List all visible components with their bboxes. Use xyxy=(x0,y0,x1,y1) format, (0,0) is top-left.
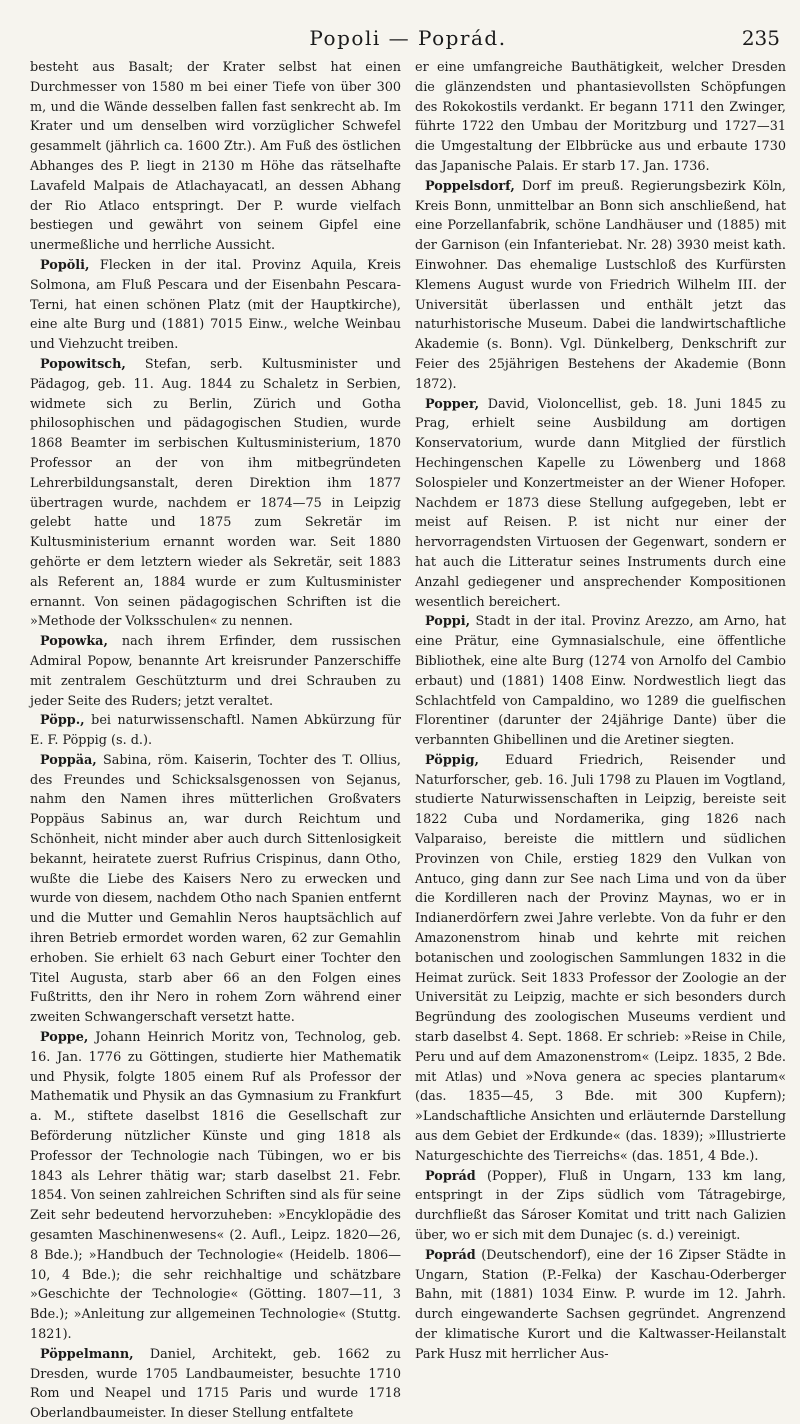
entry-text: David, Violoncellist, geb. 18. Juni 1845 zu Prag, erhielt seine Ausbildung am dortigen Konservatorium, wurde dann Mitglied der fürstlich Hechingenschen Kapelle zu Löwenberg und 1868 Solospieler und Konzertmeister an der Wiener Hofoper. Nachdem er 1873 diese Stellung aufgegeben, lebt er meist auf Reisen. P. ist nicht nur einer der hervorragendsten Virtuosen der Gegenwart, sondern er hat auch die Litteratur seines Instruments durch eine Anzahl gediegener und ansprechender Kompositionen wesentlich bereichert. xyxy=(415,396,786,610)
entry-headword: Poppi, xyxy=(425,614,471,630)
dictionary-entry xyxy=(30,632,401,711)
entry-headword: Pöpp., xyxy=(40,713,85,729)
entry-headword: Pöppelmann, xyxy=(40,1346,134,1362)
entry-headword: Popowka, xyxy=(40,634,108,650)
dictionary-entry xyxy=(415,58,786,177)
dictionary-entry xyxy=(415,751,786,1167)
text-columns xyxy=(30,58,786,1422)
dictionary-entry xyxy=(30,1028,401,1345)
entry-text: Daniel, Architekt, geb. 1662 zu Dresden, wurde 1705 Landbaumeister, besuchte 1710 Rom und Neapel und 1715 Paris und wurde 1718 Oberlandbaumeister. In dieser Stellung entfaltete xyxy=(30,1346,401,1422)
dictionary-entry xyxy=(30,1345,401,1424)
dictionary-entry xyxy=(30,256,401,355)
entry-text: Sabina, röm. Kaiserin, Tochter des T. Ollius, des Freundes und Schicksalsgenossen von Sejanus, nahm den Namen ihres mütterlichen Großvaters Poppäus Sabinus an, war durch Reichtum und Schönheit, nicht minder aber auch durch Sittenlosigkeit bekannt, heiratete zuerst Rufrius Crispinus, dann Otho, wußte die Liebe des Kaisers Nero zu erwecken und wurde von diesem, nachdem Otho nach Spanien entfernt und die Mutter und Gemahlin Neros hauptsächlich auf ihren Betrieb ermordet worden waren, 62 zur Gemahlin erhoben. Sie erhielt 63 nach Geburt einer Tochter den Titel Augusta, starb aber 66 an den Folgen eines Fußtritts, den ihr Nero in rohem Zorn während einer zweiten Schwangerschaft versetzt hatte. xyxy=(30,752,401,1026)
entry-text: (Deutschendorf), eine der 16 Zipser Städte in Ungarn, Station (P.-Felka) der Kaschau-Oderberger Bahn, mit (1881) 1034 Einw. P. wurde im 12. Jahrh. durch eingewanderte Sachsen gegründet. Angrenzend der klimatische Kurort und die Kaltwasser-Heilanstalt Park Husz mit herrlicher Aus- xyxy=(415,1247,786,1362)
column-divider xyxy=(408,58,409,1263)
entry-text: Dorf im preuß. Regierungsbezirk Köln, Kreis Bonn, unmittelbar an Bonn sich anschließend, hat eine Porzellanfabrik, schöne Landhäuser und (1885) mit der Garnison (ein Infanteriebat. Nr. 28) 3930 meist kath. Einwohner. Das ehemalige Lustschloß des Kurfürsten Klemens August wurde von Friedrich Wilhelm III. der Universität überlassen und enthält jetzt das naturhistorische Museum. Dabei die landwirtschaftliche Akademie (s. Bonn). Vgl. Dünkelberg, Denkschrift zur Feier des 25jährigen Bestehens der Akademie (Bonn 1872). xyxy=(415,178,786,392)
entry-headword: Poppäa, xyxy=(40,752,97,768)
dictionary-entry xyxy=(30,751,401,1028)
dictionary-entry xyxy=(415,612,786,751)
entry-headword: Poppe, xyxy=(40,1030,89,1046)
entry-headword: Pöppig, xyxy=(425,752,479,768)
page-header xyxy=(30,0,786,58)
right-column xyxy=(415,58,786,1362)
dictionary-entry xyxy=(415,177,786,395)
left-column xyxy=(30,58,401,1422)
entry-headword: Popŏli, xyxy=(40,257,90,273)
entry-text: nach ihrem Erfinder, dem russischen Admiral Popow, benannte Art kreisrunder Panzerschiffe mit zentralem Geschützturm und drei Schrauben zu jeder Seite des Ruders; jetzt veraltet. xyxy=(30,634,401,709)
entry-text: er eine umfangreiche Bauthätigkeit, welcher Dresden die glänzendsten und phantasievollsten Schöpfungen des Rokokostils verdankt. Er begann 1711 den Zwinger, führte 1722 den Umbau der Moritzburg und 1727—31 die Umgestaltung der Elbbrücke aus und erbaute 1730 das Japanische Palais. Er starb 17. Jan. 1736. xyxy=(415,60,786,174)
dictionary-entry xyxy=(415,1246,786,1365)
entry-text: besteht aus Basalt; der Krater selbst hat einen Durchmesser von 1580 m bei einer Tiefe von über 300 m, und die Wände desselben fallen fast senkrecht ab. Im Krater und um denselben wird vorzüglicher Schwefel gesammelt (jährlich ca. 1600 Ztr.). Am Fuß des östlichen Abhanges des P. liegt in 2130 m Höhe das rätselhafte Lavafeld Malpais de Atlachayacatl, an dessen Abhang der Rio Atlaco entspringt. Der P. wurde vielfach bestiegen und gewährt von seinem Gipfel eine unermeßliche und herrliche Aussicht. xyxy=(30,60,401,254)
entry-text: Stadt in der ital. Provinz Arezzo, am Arno, hat eine Prätur, eine Gymnasialschule, eine öffentliche Bibliothek, eine alte Burg (1274 von Arnolfo del Cambio erbaut) und (1881) 1408 Einw. Nordwestlich liegt das Schlachtfeld von Campaldino, wo 1289 die guelfischen Florentiner (darunter der 24jährige Dante) über die verbannten Ghibellinen und die Aretiner siegten. xyxy=(415,614,786,749)
entry-text: (Popper), Fluß in Ungarn, 133 km lang, entspringt in der Zips südlich vom Tátragebirge, durchfließt das Sároser Komitat und tritt nach Galizien über, wo er sich mit dem Dunajec (s. d.) vereinigt. xyxy=(415,1168,786,1244)
entry-text: bei naturwissenschaftl. Namen Abkürzung für E. F. Pöppig (s. d.). xyxy=(30,713,401,749)
dictionary-entry xyxy=(415,395,786,613)
entry-headword: Poppelsdorf, xyxy=(425,178,515,194)
dictionary-entry xyxy=(30,58,401,256)
entry-text: Eduard Friedrich, Reisender und Naturforscher, geb. 16. Juli 1798 zu Plauen im Vogtland, studierte Naturwissenschaften in Leipzig, bereiste seit 1822 Cuba und Nordamerika, ging 1826 nach Valparaiso, bereiste die mittlern und südlichen Provinzen von Chile, erstieg 1829 den Vulkan von Antuco, ging dann zur See nach Lima und von da über die Kordilleren nach der Provinz Maynas, wo er in Indianerdörfern zwei Jahre verlebte. Von da fuhr er den Amazonenstrom hinab und kehrte mit reichen botanischen und zoologischen Sammlungen 1832 in die Heimat zurück. Seit 1833 Professor der Zoologie an der Universität zu Leipzig, machte er sich besonders durch Begründung des zoologischen Museums verdient und starb daselbst 4. Sept. 1868. Er schrieb: »Reise in Chile, Peru und auf dem Amazonenstrom« (Leipz. 1835, 2 Bde. mit Atlas) und »Nova genera ac species plantarum« (das. 1835—45, 3 Bde. mit 300 Kupfern); »Landschaftliche Ansichten und erläuternde Darstellung aus dem Gebiet der Erdkunde« (das. 1839); »Illustrierte Naturgeschichte des Tierreichs« (das. 1851, 4 Bde.). xyxy=(415,752,786,1164)
running-head: Popoli — Poprád. xyxy=(309,26,507,50)
dictionary-entry xyxy=(30,711,401,751)
page-number: 235 xyxy=(741,26,780,50)
entry-headword: Popper, xyxy=(425,396,480,412)
dictionary-entry xyxy=(415,1167,786,1246)
entry-text: Flecken in der ital. Provinz Aquila, Kreis Solmona, am Fluß Pescara und der Eisenbahn Pescara-Terni, hat einen schönen Platz (mit der Hauptkirche), eine alte Burg und (1881) 7015 Einw., welche Weinbau und Viehzucht treiben. xyxy=(30,257,401,353)
entry-headword: Popowitsch, xyxy=(40,356,126,372)
entry-text: Johann Heinrich Moritz von, Technolog, geb. 16. Jan. 1776 zu Göttingen, studierte hier Mathematik und Physik, folgte 1805 einem Ruf als Professor der Mathematik und Physik an das Gymnasium zu Frankfurt a. M., stiftete daselbst 1816 die Gesellschaft zur Beförderung nützlicher Künste und ging 1818 als Professor der Technologie nach Tübingen, wo er bis 1843 als Lehrer thätig war; starb daselbst 21. Febr. 1854. Von seinen zahlreichen Schriften sind als für seine Zeit sehr bedeutend hervorzuheben: »Encyklopädie des gesamten Maschinenwesens« (2. Aufl., Leipz. 1820—26, 8 Bde.); »Handbuch der Technologie« (Heidelb. 1806—10, 4 Bde.); die sehr reichhaltige und schätzbare »Geschichte der Technologie« (Götting. 1807—11, 3 Bde.); »Anleitung zur allgemeinen Technologie« (Stuttg. 1821). xyxy=(30,1030,401,1342)
entry-headword: Poprád xyxy=(425,1247,476,1263)
entry-headword: Poprád xyxy=(425,1168,476,1184)
entry-text: Stefan, serb. Kultusminister und Pädagog, geb. 11. Aug. 1844 zu Schaletz in Serbien, widmete sich zu Berlin, Zürich und Gotha philosophischen und pädagogischen Studien, wurde 1868 Beamter im serbischen Kultusministerium, 1870 Professor an der von ihm mitbegründeten Lehrerbildungsanstalt, deren Direktion ihm 1877 übertragen wurde, nachdem er 1874—75 in Leipzig gelebt hatte und 1875 zum Sekretär im Kultusministerium ernannt worden war. Seit 1880 gehörte er dem letztern wieder als Sekretär, seit 1883 als Referent an, 1884 wurde er zum Kultusminister ernannt. Von seinen pädagogischen Schriften ist die »Methode der Volksschulen« zu nennen. xyxy=(30,356,401,630)
dictionary-entry xyxy=(30,355,401,632)
